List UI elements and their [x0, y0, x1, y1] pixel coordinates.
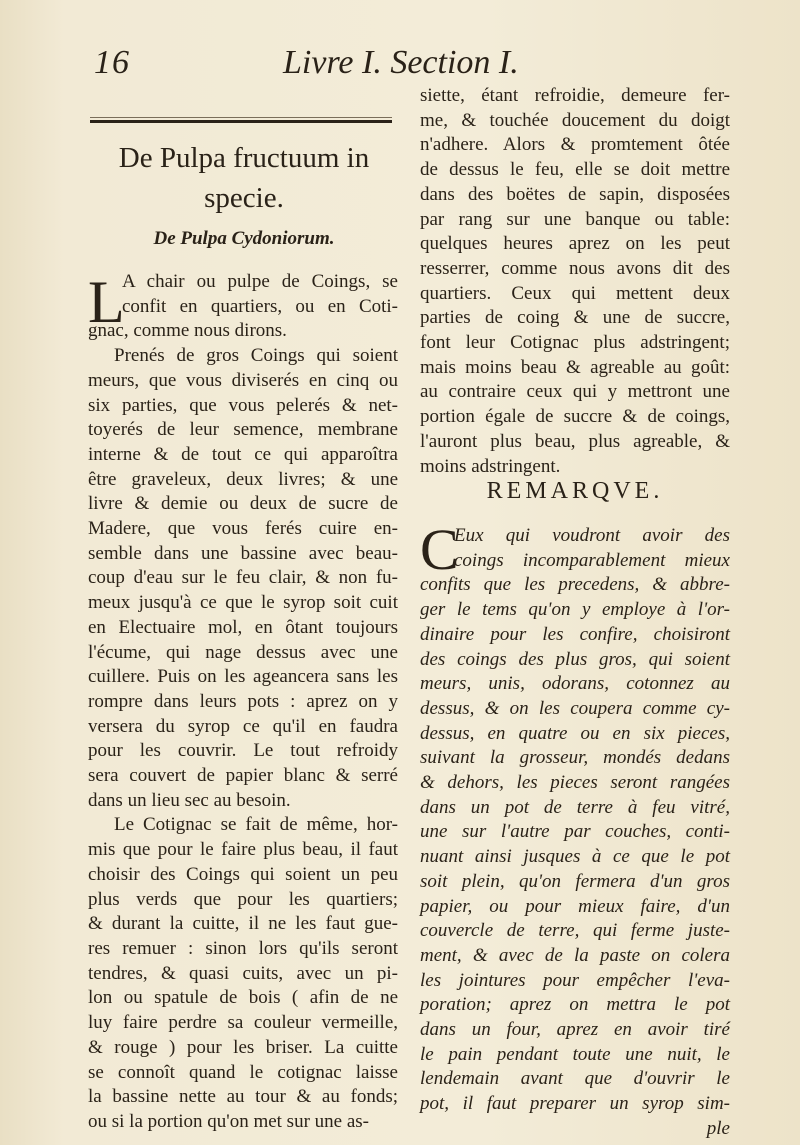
text-line: papier, ou pour mieux faire, d'un: [420, 895, 730, 917]
text-line: mis que pour le faire plus beau, il faut: [88, 839, 398, 861]
text-line: res remuer : sinon lors qu'ils seront: [88, 937, 398, 959]
text-line: & dehors, les pieces seront rangées: [420, 772, 730, 794]
text-line: meux jusqu'à ce que le syrop soit cuit: [88, 592, 398, 614]
text-line: par rang sur une banque ou table:: [420, 208, 730, 230]
text-line: & durant la cuitte, il ne les faut gue-: [88, 913, 398, 935]
text-line: l'auront plus beau, plus agreable, &: [420, 430, 730, 452]
running-title: Livre I. Section I.: [283, 44, 519, 81]
text-line: versera du syrop ce qu'il en faudra: [88, 715, 398, 737]
text-line: meurs, que vous diviserés en cinq ou: [88, 369, 398, 391]
text-line: meurs, unis, odorans, cotonnez au: [420, 673, 730, 695]
text-line: couvercle de terre, qui ferme juste-: [420, 920, 730, 942]
text-line: soit plein, qu'on fermera d'un gros: [420, 870, 730, 892]
text-line: au contraire ceux qui y mettront une: [420, 381, 730, 403]
text-line: luy faire perdre sa couleur vermeille,: [88, 1012, 398, 1034]
text-line: une sur l'autre par couches, conti-: [420, 821, 730, 843]
text-line: sera couvert de papier blanc & serré: [88, 765, 398, 787]
text-line: le pain pendant toute une nuit, le: [420, 1043, 730, 1065]
section-title-line-1: De Pulpa fructuum in: [118, 142, 370, 174]
text-line: dessus, en quatre ou en six pieces,: [420, 722, 730, 744]
text-line: nuant ainsi jusques à ce que le pot: [420, 846, 730, 868]
text-line: confit en quartiers, ou en Coti-: [122, 295, 398, 317]
text-line: des coings des plus gros, qui soient: [420, 648, 730, 670]
drop-cap-l: L: [88, 269, 125, 335]
text-line: ple: [706, 1117, 730, 1139]
text-line: poration; aprez on mettra le pot: [420, 994, 730, 1016]
text-line: suivant la grosseur, mondés dedans: [420, 747, 730, 769]
text-line: six parties, que vous pelerés & net-: [88, 394, 398, 416]
text-line: lendemain avant que d'ouvrir le: [420, 1068, 730, 1090]
text-line: en Electuaire mol, en ôtant toujours: [88, 616, 398, 638]
text-line: mais moins beau & agreable au goût:: [420, 356, 730, 378]
text-line: quartiers. Ceux qui mettent deux: [420, 282, 730, 304]
text-line: moins adstringent.: [420, 455, 561, 477]
text-line: confits que les precedens, & abbre-: [420, 574, 730, 596]
text-line: dinaire pour les confire, choisiront: [420, 623, 730, 645]
text-line: cuillere. Puis on les ageancera sans les: [88, 666, 398, 688]
text-line: coup d'eau sur le feu clair, & non fu-: [88, 567, 398, 589]
text-line: se connoît quand le cotignac laisse: [88, 1061, 398, 1083]
text-line: Le Cotignac se fait de même, hor-: [114, 814, 398, 836]
text-line: pot, il faut preparer un syrop sim-: [420, 1093, 730, 1115]
text-line: me, & touchée doucement du doigt: [420, 109, 730, 131]
text-line: de dessus le feu, elle se doit mettre: [420, 159, 730, 181]
text-line: pour les couvrir. Le tout refroidy: [88, 740, 398, 762]
page-number: 16: [94, 44, 130, 81]
text-line: toyerés de leur semence, membrane: [88, 419, 398, 441]
text-line: A chair ou pulpe de Coings, se: [122, 271, 398, 292]
subtitle: De Pulpa Cydoniorum.: [153, 228, 335, 249]
text-line: quelques heures aprez on les peut: [420, 233, 730, 255]
text-line: dans un four, aprez en avoir tiré: [420, 1019, 730, 1041]
text-line: & rouge ) pour les briser. La cuitte: [88, 1036, 398, 1058]
text-line: Prenés de gros Coings qui soient: [114, 345, 398, 367]
text-line: dessus, & on les coupera comme cy-: [420, 697, 730, 719]
text-line: semble dans une bassine avec beau-: [88, 542, 398, 564]
text-line: être graveleux, deux livres; & une: [88, 468, 398, 490]
text-line: tendres, & quasi cuits, avec un pi-: [88, 962, 398, 984]
text-line: dans des boëtes de sapin, disposées: [420, 183, 730, 205]
text-line: rompre dans leurs pots : aprez on y: [88, 690, 398, 712]
text-line: parties de coing & une de succre,: [420, 307, 730, 329]
section-title-line-2: specie.: [204, 182, 284, 214]
text-line: ment, & avec de la paste on colera: [420, 944, 730, 966]
text-line: ger le tems qu'on y employe à l'or-: [420, 599, 730, 621]
text-line: siette, étant refroidie, demeure fer-: [420, 85, 730, 106]
text-line: livre & demie ou deux de sucre de: [88, 493, 398, 515]
drop-cap-c: C: [420, 517, 459, 582]
remarque-heading: REMARQVE.: [486, 478, 664, 504]
text-line: resserrer, comme nous avons dit des: [420, 257, 730, 279]
right-column: [420, 84, 730, 479]
section-title: [96, 138, 392, 218]
text-line: l'écume, qui nage dessus avec une: [88, 641, 398, 663]
remarque-text: [420, 524, 730, 1142]
text-line: interne & de tout ce qui apparoîtra: [88, 443, 398, 465]
text-line: plus verds que pour les quartiers;: [88, 888, 398, 910]
text-line: lon ou spatule de bois ( afin de ne: [88, 987, 398, 1009]
text-line: coings incomparablement mieux: [454, 549, 730, 571]
left-column: [88, 270, 398, 1135]
text-line: la bassine nette au tour & au fonds;: [88, 1086, 398, 1108]
text-line: les jointures pour empêcher l'eva-: [420, 969, 730, 991]
text-line: ou si la portion qu'on met sur une as-: [88, 1110, 369, 1132]
text-line: dans un pot de terre à feu vitré,: [420, 796, 730, 818]
text-line: font leur Cotignac plus adstringent;: [420, 332, 730, 354]
text-line: portion égale de succre & de coings,: [420, 406, 730, 428]
text-line: dans un lieu sec au besoin.: [88, 789, 291, 811]
text-line: gnac, comme nous dirons.: [88, 320, 287, 342]
header-rule: [90, 120, 392, 123]
text-line: n'adhere. Alors & promtement ôtée: [420, 134, 730, 156]
text-line: Eux qui voudront avoir des: [454, 525, 730, 546]
text-line: choisir des Coings qui soient un peu: [88, 863, 398, 885]
text-line: Madere, que vous ferés cuire en-: [88, 518, 398, 540]
